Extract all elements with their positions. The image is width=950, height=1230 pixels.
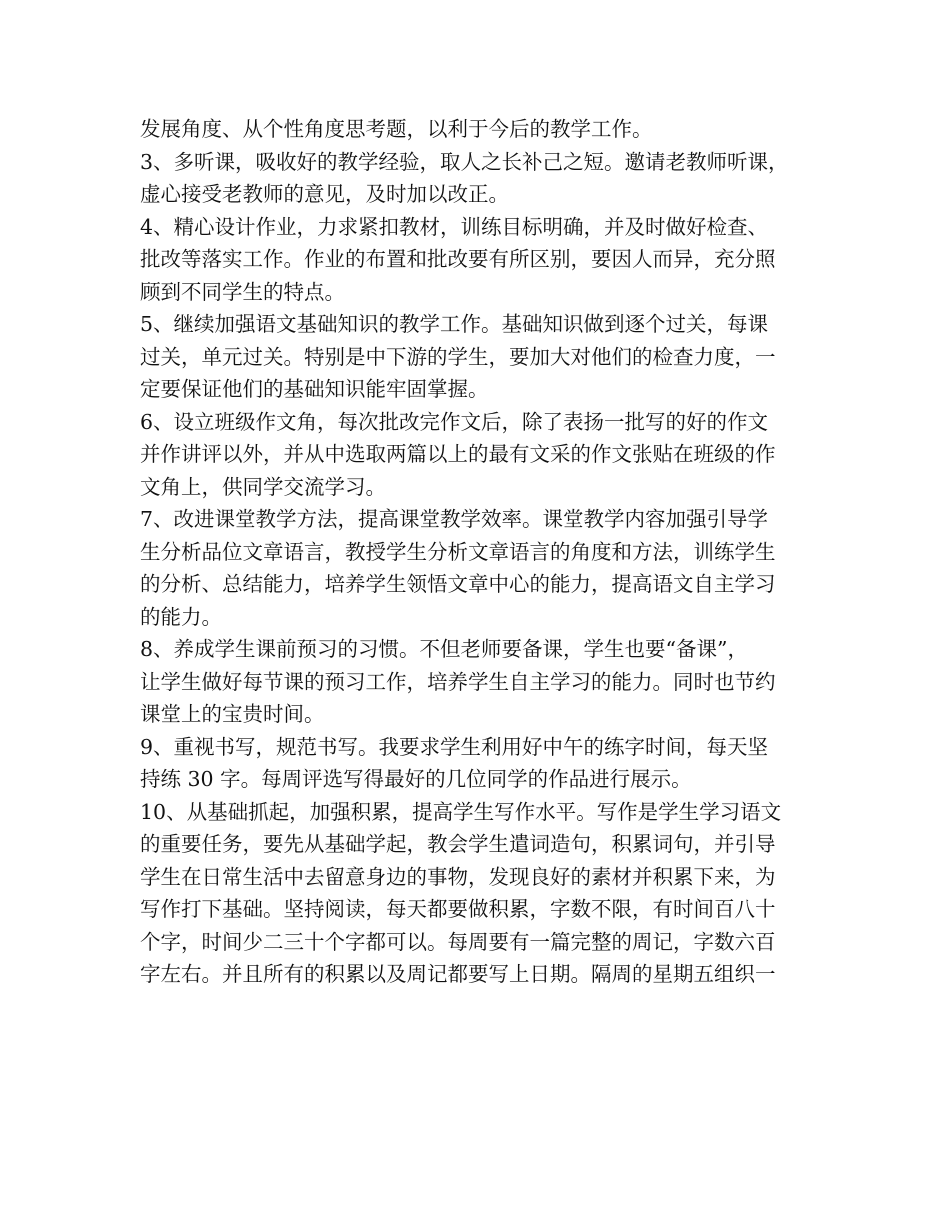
text-line: 4、精心设计作业，力求紧扣教材，训练目标明确，并及时做好检查、 bbox=[140, 214, 769, 239]
text-line: 生分析品位文章语言，教授学生分析文章语言的角度和方法，训练学生 bbox=[140, 539, 776, 564]
text-line: 写作打下基础。坚持阅读，每天都要做积累，字数不限，有时间百八十 bbox=[140, 897, 776, 921]
body-text bbox=[140, 113, 830, 991]
text-line: 顾到不同学生的特点。 bbox=[140, 279, 345, 304]
text-line: 5、继续加强语文基础知识的教学工作。基础知识做到逐个过关，每课 bbox=[140, 312, 769, 336]
text-line: 字左右。并且所有的积累以及周记都要写上日期。隔周的星期五组织一 bbox=[140, 962, 776, 986]
text-line: 10、从基础抓起，加强积累，提高学生写作水平。写作是学生学习语文 bbox=[140, 799, 782, 824]
text-line: 批改等落实工作。作业的布置和批改要有所区别，要因人而异，充分照 bbox=[140, 247, 776, 271]
text-line: 让学生做好每节课的预习工作，培养学生自主学习的能力。同时也节约 bbox=[140, 669, 776, 694]
text-line: 个字，时间少二三十个字都可以。每周要有一篇完整的周记，字数六百 bbox=[140, 929, 776, 954]
text-line: 3、多听课，吸收好的教学经验，取人之长补己之短。邀请老教师听课， bbox=[140, 149, 789, 174]
text-line: 过关，单元过关。特别是中下游的学生，要加大对他们的检查力度，一 bbox=[140, 344, 776, 369]
text-line: 学生在日常生活中去留意身边的事物，发现良好的素材并积累下来，为 bbox=[140, 864, 776, 889]
text-line: 的重要任务，要先从基础学起，教会学生遣词造句，积累词句，并引导 bbox=[140, 832, 776, 856]
text-line: 持练 30 字。每周评选写得最好的几位同学的作品进行展示。 bbox=[140, 767, 692, 791]
text-line: 的能力。 bbox=[140, 604, 222, 629]
text-line: 文角上，供同学交流学习。 bbox=[140, 474, 386, 499]
text-line: 课堂上的宝贵时间。 bbox=[140, 702, 325, 726]
text-line: 发展角度、从个性角度思考题，以利于今后的教学工作。 bbox=[140, 117, 653, 141]
text-line: 虚心接受老教师的意见，及时加以改正。 bbox=[140, 182, 509, 206]
text-line: 7、改进课堂教学方法，提高课堂教学效率。课堂教学内容加强引导学 bbox=[140, 507, 769, 531]
text-line: 并作讲评以外，并从中选取两篇以上的最有文采的作文张贴在班级的作 bbox=[140, 442, 776, 466]
text-line: 的分析、总结能力，培养学生领悟文章中心的能力，提高语文自主学习 bbox=[140, 572, 776, 596]
text-line: 定要保证他们的基础知识能牢固掌握。 bbox=[140, 377, 489, 401]
text-line: 8、养成学生课前预习的习惯。不但老师要备课，学生也要“备课”， bbox=[140, 637, 749, 661]
text-line: 6、设立班级作文角，每次批改完作文后，除了表扬一批写的好的作文 bbox=[140, 409, 769, 434]
text-line: 9、重视书写，规范书写。我要求学生利用好中午的练字时间，每天坚 bbox=[140, 734, 769, 759]
